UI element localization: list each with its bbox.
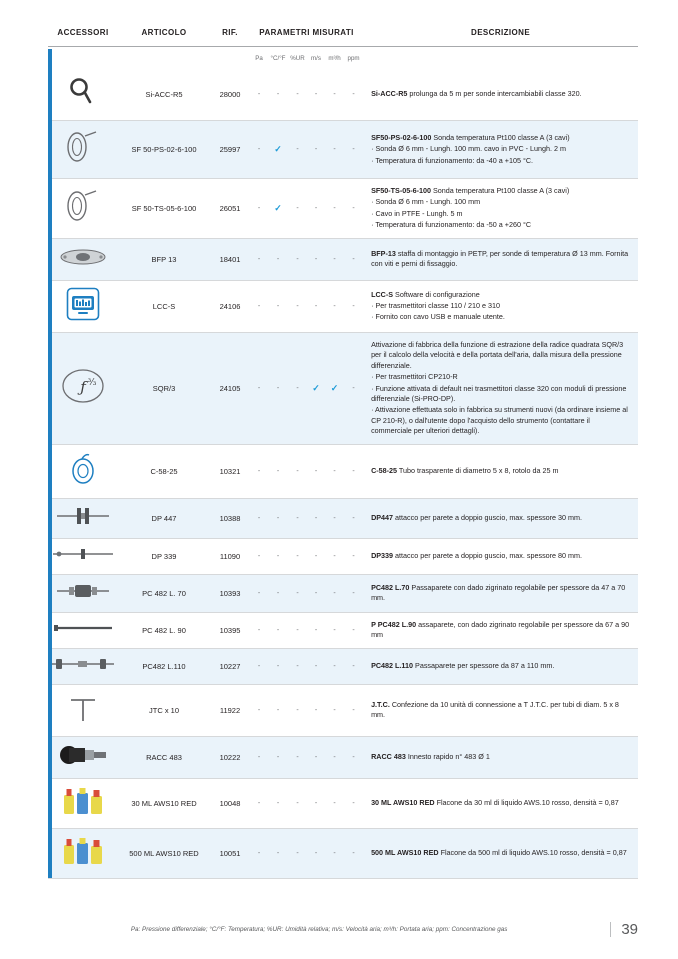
cell-parametro: - bbox=[268, 574, 288, 612]
cell-rif: 10321 bbox=[210, 444, 250, 498]
cell-parametro: - bbox=[344, 280, 363, 332]
cell-rif: 25997 bbox=[210, 121, 250, 179]
descrizione-bullet: · Per trasmettitori CP210-R bbox=[371, 372, 458, 382]
table-row bbox=[48, 121, 638, 179]
cell-parametro bbox=[325, 332, 344, 444]
cell-parametro: - bbox=[288, 280, 307, 332]
cell-parametro: - bbox=[268, 612, 288, 648]
accessory-icon-cell bbox=[48, 69, 118, 121]
cell-parametro: - bbox=[268, 538, 288, 574]
descrizione-text: Sonda temperatura Pt100 classe A (3 cavi) bbox=[431, 132, 570, 142]
cell-parametro: - bbox=[288, 736, 307, 778]
cell-parametro: - bbox=[288, 828, 307, 878]
table-header-row bbox=[48, 28, 638, 47]
cell-parametro: - bbox=[250, 121, 268, 179]
cell-parametro: - bbox=[344, 612, 363, 648]
cell-parametro: - bbox=[307, 778, 325, 828]
table-row bbox=[48, 612, 638, 648]
accessory-icon-cell bbox=[48, 238, 118, 280]
descrizione-bullet: · Sonda Ø 6 mm - Lungh. 100 mm bbox=[371, 197, 481, 207]
descrizione-title: RACC 483 bbox=[371, 751, 406, 761]
descrizione-title: SF50-PS-02-6-100 bbox=[371, 132, 432, 142]
header-parametri-misurati: PARAMETRI MISURATI bbox=[250, 28, 363, 47]
cell-parametro: - bbox=[344, 684, 363, 736]
descrizione-bullet: · Attivazione effettuata solo in fabbrica su strumenti nuovi (da ordinare insieme al CP 210-R), o dall'utente dopo l'acquisto dello strumento (contattare il commerciale per ulteriori dettagli). bbox=[371, 405, 628, 436]
cell-descrizione bbox=[363, 238, 638, 280]
cell-articolo: JTC x 10 bbox=[118, 684, 210, 736]
cell-articolo: DP 339 bbox=[118, 538, 210, 574]
table-row bbox=[48, 280, 638, 332]
cell-articolo: RACC 483 bbox=[118, 736, 210, 778]
bottles-500ml-icon bbox=[61, 835, 105, 867]
cell-parametro: - bbox=[344, 736, 363, 778]
cell-parametro: - bbox=[325, 69, 344, 121]
cell-parametro: - bbox=[250, 238, 268, 280]
table-row bbox=[48, 238, 638, 280]
cell-articolo: C-58-25 bbox=[118, 444, 210, 498]
accessory-icon-cell bbox=[48, 574, 118, 612]
descrizione-title: DP447 bbox=[371, 512, 394, 522]
header-descrizione: DESCRIZIONE bbox=[363, 28, 638, 47]
accessory-icon-cell bbox=[48, 121, 118, 179]
descrizione-text: staffa di montaggio in PETP, per sonde di temperatura Ø 13 mm. Fornita con viti e perni di fissaggio. bbox=[371, 248, 629, 269]
cell-parametro: - bbox=[344, 444, 363, 498]
descrizione-bullet: · Temperatura di funzionamento: da -50 a +260 °C bbox=[371, 220, 532, 230]
cell-rif: 28000 bbox=[210, 69, 250, 121]
table-row bbox=[48, 574, 638, 612]
cell-parametro: - bbox=[325, 498, 344, 538]
descrizione-title: BFP-13 bbox=[371, 248, 396, 258]
accessory-icon-cell bbox=[48, 179, 118, 239]
cell-parametro: - bbox=[250, 444, 268, 498]
cell-parametro: - bbox=[344, 498, 363, 538]
descrizione-text: Passaparete per spessore da 87 a 110 mm. bbox=[413, 660, 555, 670]
check-icon: ✓ bbox=[274, 144, 282, 154]
unit-air-speed: m/s bbox=[307, 47, 325, 70]
table-row bbox=[48, 648, 638, 684]
cell-parametro: - bbox=[288, 778, 307, 828]
descrizione-title: SF50-TS-05-6-100 bbox=[371, 186, 431, 195]
svg-text:ƒ: ƒ bbox=[80, 377, 86, 396]
unit-temperature: °C/°F bbox=[268, 47, 288, 70]
table-row bbox=[48, 332, 638, 444]
bushing-long-icon bbox=[50, 655, 116, 673]
wall-fitting-long-icon bbox=[51, 545, 115, 563]
cell-parametro bbox=[268, 121, 288, 179]
cell-parametro: - bbox=[268, 828, 288, 878]
cell-parametro: - bbox=[307, 69, 325, 121]
cell-parametro: - bbox=[307, 121, 325, 179]
cell-rif: 10051 bbox=[210, 828, 250, 878]
cell-parametro: - bbox=[325, 444, 344, 498]
cell-parametro: - bbox=[307, 538, 325, 574]
descrizione-title: DP339 bbox=[371, 550, 394, 560]
units-spacer-accessori bbox=[48, 47, 118, 70]
accessory-icon-cell bbox=[48, 444, 118, 498]
descrizione-bullet: · Temperatura di funzionamento: da -40 a +105 °C. bbox=[371, 155, 534, 165]
cell-parametro bbox=[307, 332, 325, 444]
cell-parametro: - bbox=[325, 736, 344, 778]
cell-articolo: Si-ACC-R5 bbox=[118, 69, 210, 121]
cell-rif: 10393 bbox=[210, 574, 250, 612]
table-row bbox=[48, 444, 638, 498]
cell-rif: 11922 bbox=[210, 684, 250, 736]
cell-articolo: DP 447 bbox=[118, 498, 210, 538]
table-body bbox=[48, 69, 638, 878]
wall-fitting-double-icon bbox=[55, 505, 111, 527]
unit-ppm: ppm bbox=[344, 47, 363, 70]
descrizione-text: Sonda temperatura Pt100 classe A (3 cavi) bbox=[430, 186, 570, 195]
cell-parametro: - bbox=[307, 238, 325, 280]
table-units-row bbox=[48, 47, 638, 70]
accessory-icon-cell bbox=[48, 538, 118, 574]
probe-hook-icon bbox=[66, 75, 100, 109]
accessory-icon-cell bbox=[48, 612, 118, 648]
cell-parametro: - bbox=[325, 280, 344, 332]
cell-articolo: SQR/3 bbox=[118, 332, 210, 444]
descrizione-text: assaparete, con dado zigrinato regolabile per spessore da 67 a 90 mm bbox=[371, 619, 630, 640]
software-cd-icon bbox=[66, 287, 100, 321]
cell-parametro: - bbox=[250, 778, 268, 828]
descrizione-text: attacco per parete a doppio guscio, max. spessore 80 mm. bbox=[393, 550, 583, 560]
cell-parametro: - bbox=[325, 179, 344, 239]
page-footer bbox=[48, 922, 638, 937]
coil-cable-icon bbox=[61, 127, 105, 167]
coil-cable-icon bbox=[61, 186, 105, 226]
cell-parametro: - bbox=[288, 574, 307, 612]
cell-rif: 24105 bbox=[210, 332, 250, 444]
cell-parametro: - bbox=[307, 574, 325, 612]
cell-rif: 10227 bbox=[210, 648, 250, 684]
cell-parametro: - bbox=[344, 778, 363, 828]
cell-rif: 10388 bbox=[210, 498, 250, 538]
check-icon: ✓ bbox=[274, 202, 282, 213]
cell-parametro: - bbox=[344, 69, 363, 121]
cell-articolo: SF 50-TS-05-6-100 bbox=[118, 179, 210, 239]
cell-descrizione bbox=[363, 612, 638, 648]
cell-descrizione bbox=[363, 736, 638, 778]
cell-descrizione bbox=[363, 332, 638, 444]
units-spacer-descrizione bbox=[363, 47, 638, 70]
bushing-medium-icon bbox=[52, 620, 114, 636]
cell-parametro: - bbox=[344, 238, 363, 280]
descrizione-title: PC482 L.110 bbox=[371, 660, 414, 670]
header-accessori: ACCESSORI bbox=[48, 28, 118, 47]
cell-parametro: - bbox=[268, 778, 288, 828]
unit-air-flow: m³/h bbox=[325, 47, 344, 70]
page-number: 39 bbox=[610, 922, 638, 937]
cell-parametro: - bbox=[325, 574, 344, 612]
descrizione-text: attacco per parete a doppio guscio, max. spessore 30 mm. bbox=[393, 512, 583, 522]
cell-parametro: - bbox=[307, 179, 325, 239]
table-row bbox=[48, 498, 638, 538]
cell-parametro: - bbox=[288, 179, 307, 239]
descrizione-title: 500 ML AWS10 RED bbox=[371, 847, 439, 857]
cell-parametro: - bbox=[250, 612, 268, 648]
cell-rif: 24106 bbox=[210, 280, 250, 332]
bottles-30ml-icon bbox=[61, 785, 105, 817]
cell-parametro: - bbox=[307, 280, 325, 332]
cell-parametro: - bbox=[344, 648, 363, 684]
table-row bbox=[48, 778, 638, 828]
cell-parametro: - bbox=[344, 332, 363, 444]
cell-parametro: - bbox=[250, 69, 268, 121]
cell-parametro: - bbox=[307, 828, 325, 878]
table-row bbox=[48, 736, 638, 778]
units-spacer-rif bbox=[210, 47, 250, 70]
descrizione-bullet: · Cavo in PTFE - Lungh. 5 m bbox=[371, 208, 463, 218]
cell-descrizione bbox=[363, 280, 638, 332]
sqrt-function-icon bbox=[61, 367, 105, 405]
cell-parametro: - bbox=[268, 648, 288, 684]
descrizione-text: prolunga da 5 m per sonde intercambiabili classe 320. bbox=[407, 89, 582, 99]
accessory-icon-cell bbox=[48, 736, 118, 778]
descrizione-text: Tubo trasparente di diametro 5 x 8, rotolo da 25 m bbox=[397, 465, 559, 475]
legend-text: Pa: Pressione differenziale; °C/°F: Temperatura; %UR: Umidità relativa; m/s: Velocità aria; m³/h: Portata aria; ppm: Concentrazione gas bbox=[130, 926, 508, 933]
cell-parametro: - bbox=[325, 538, 344, 574]
bracket-plate-icon bbox=[58, 245, 108, 269]
cell-parametro: - bbox=[307, 444, 325, 498]
cell-parametro: - bbox=[250, 179, 268, 239]
descrizione-bullet: · Sonda Ø 6 mm - Lungh. 100 mm. cavo in PVC - Lungh. 2 m bbox=[371, 144, 567, 154]
cell-parametro: - bbox=[344, 828, 363, 878]
descrizione-text: Passaparete con dado zigrinato regolabile per spessore da 47 a 70 mm. bbox=[371, 582, 626, 603]
cell-parametro: - bbox=[307, 684, 325, 736]
cell-articolo: PC 482 L. 90 bbox=[118, 612, 210, 648]
descrizione-text: Software di configurazione bbox=[393, 289, 480, 299]
cell-parametro: - bbox=[325, 612, 344, 648]
cell-parametro: - bbox=[268, 69, 288, 121]
t-connector-icon bbox=[66, 691, 100, 725]
accessory-icon-cell bbox=[48, 828, 118, 878]
cell-parametro: - bbox=[307, 612, 325, 648]
cell-parametro: - bbox=[325, 778, 344, 828]
header-articolo: ARTICOLO bbox=[118, 28, 210, 47]
svg-text:³⁄₃: ³⁄₃ bbox=[87, 377, 97, 388]
cell-descrizione bbox=[363, 648, 638, 684]
table-row bbox=[48, 538, 638, 574]
cell-parametro: - bbox=[250, 574, 268, 612]
descrizione-bullet: · Per trasmettitori classe 110 / 210 e 310 bbox=[371, 301, 500, 311]
cell-parametro: - bbox=[268, 332, 288, 444]
cell-articolo: 500 ML AWS10 RED bbox=[118, 828, 210, 878]
cell-parametro: - bbox=[268, 444, 288, 498]
cell-parametro: - bbox=[325, 684, 344, 736]
header-rif: RIF. bbox=[210, 28, 250, 47]
descrizione-title: 30 ML AWS10 RED bbox=[371, 797, 435, 807]
cell-parametro: - bbox=[344, 574, 363, 612]
cell-parametro: - bbox=[288, 238, 307, 280]
cell-parametro: - bbox=[250, 828, 268, 878]
cell-rif: 11090 bbox=[210, 538, 250, 574]
cell-rif: 10395 bbox=[210, 612, 250, 648]
cell-parametro: - bbox=[344, 179, 363, 239]
cell-parametro: - bbox=[288, 498, 307, 538]
cell-descrizione bbox=[363, 121, 638, 179]
descrizione-text: Attivazione di fabbrica della funzione di estrazione della radice quadrata SQR/3 per il calcolo della velocità e della portata dell'aria, dalla misura della pressione differenziale. bbox=[371, 339, 624, 370]
cell-parametro: - bbox=[288, 538, 307, 574]
cell-parametro: - bbox=[288, 121, 307, 179]
cell-articolo: BFP 13 bbox=[118, 238, 210, 280]
descrizione-title: PC482 L.70 bbox=[371, 582, 410, 592]
cell-articolo: PC 482 L. 70 bbox=[118, 574, 210, 612]
cell-parametro: - bbox=[250, 736, 268, 778]
descrizione-text: Flacone da 500 ml di liquido AWS.10 rosso, densità = 0,87 bbox=[438, 847, 627, 857]
descrizione-bullet: · Fornito con cavo USB e manuale utente. bbox=[371, 312, 505, 322]
left-blue-spine bbox=[48, 49, 52, 878]
cell-parametro: - bbox=[344, 121, 363, 179]
descrizione-title: Si-ACC-R5 bbox=[371, 89, 408, 99]
cell-parametro: - bbox=[288, 684, 307, 736]
cell-parametro: - bbox=[268, 238, 288, 280]
cell-parametro bbox=[268, 179, 288, 239]
accessory-icon-cell bbox=[48, 498, 118, 538]
cell-parametro: - bbox=[250, 332, 268, 444]
cell-parametro: - bbox=[288, 612, 307, 648]
accessory-icon-cell bbox=[48, 778, 118, 828]
table-row bbox=[48, 179, 638, 239]
cell-rif: 26051 bbox=[210, 179, 250, 239]
cell-parametro: - bbox=[325, 238, 344, 280]
cell-descrizione bbox=[363, 684, 638, 736]
cell-parametro: - bbox=[250, 538, 268, 574]
accessory-icon-cell bbox=[48, 684, 118, 736]
accessory-icon-cell bbox=[48, 648, 118, 684]
descrizione-title: C-58-25 bbox=[371, 465, 398, 475]
descrizione-bullet: · Funzione attivata di default nei trasmettitori classe 320 con moduli di pressione differenziale (Si-PRO-DP). bbox=[371, 383, 627, 403]
descrizione-text: Confezione da 10 unità di connessione a T J.T.C. per tubi di diam. 5 x 8 mm. bbox=[371, 699, 619, 720]
cell-parametro: - bbox=[288, 332, 307, 444]
cell-parametro: - bbox=[288, 648, 307, 684]
cell-descrizione bbox=[363, 444, 638, 498]
cell-parametro: - bbox=[307, 648, 325, 684]
table-row bbox=[48, 684, 638, 736]
table-row bbox=[48, 69, 638, 121]
bushing-short-icon bbox=[55, 581, 111, 601]
cell-parametro: - bbox=[268, 280, 288, 332]
cell-articolo: 30 ML AWS10 RED bbox=[118, 778, 210, 828]
cell-parametro: - bbox=[250, 684, 268, 736]
cell-parametro: - bbox=[325, 828, 344, 878]
cell-descrizione bbox=[363, 778, 638, 828]
check-icon: ✓ bbox=[312, 382, 320, 393]
cell-parametro: - bbox=[307, 498, 325, 538]
descrizione-title: LCC-S bbox=[371, 289, 394, 299]
cell-articolo: PC482 L.110 bbox=[118, 648, 210, 684]
cell-articolo: LCC-S bbox=[118, 280, 210, 332]
descrizione-text: Innesto rapido n° 483 Ø 1 bbox=[405, 751, 490, 761]
cell-rif: 10048 bbox=[210, 778, 250, 828]
tube-coil-icon bbox=[68, 451, 98, 487]
table-row bbox=[48, 828, 638, 878]
cell-parametro: - bbox=[344, 538, 363, 574]
cell-articolo: SF 50-PS-02-6-100 bbox=[118, 121, 210, 179]
cell-parametro: - bbox=[268, 498, 288, 538]
cell-parametro: - bbox=[250, 280, 268, 332]
units-spacer-articolo bbox=[118, 47, 210, 70]
cell-parametro: - bbox=[250, 648, 268, 684]
descrizione-title: J.T.C. bbox=[371, 699, 390, 709]
accessory-icon-cell bbox=[48, 280, 118, 332]
accessories-table bbox=[48, 28, 638, 879]
cell-parametro: - bbox=[268, 736, 288, 778]
cell-parametro: - bbox=[288, 69, 307, 121]
cell-parametro: - bbox=[325, 121, 344, 179]
cell-descrizione bbox=[363, 498, 638, 538]
cell-rif: 10222 bbox=[210, 736, 250, 778]
unit-humidity: %UR bbox=[288, 47, 307, 70]
unit-pa: Pa bbox=[250, 47, 268, 70]
cell-descrizione bbox=[363, 828, 638, 878]
descrizione-title: P PC482 L.90 bbox=[371, 619, 417, 629]
cell-descrizione bbox=[363, 69, 638, 121]
accessory-icon-cell bbox=[48, 332, 118, 444]
cell-descrizione bbox=[363, 179, 638, 239]
cell-parametro: - bbox=[250, 498, 268, 538]
descrizione-text: Flacone da 30 ml di liquido AWS.10 rosso, densità = 0,87 bbox=[434, 797, 619, 807]
cell-descrizione bbox=[363, 538, 638, 574]
check-icon: ✓ bbox=[330, 382, 339, 393]
cell-parametro: - bbox=[268, 684, 288, 736]
quick-coupling-icon bbox=[56, 743, 110, 767]
cell-parametro: - bbox=[288, 444, 307, 498]
cell-descrizione bbox=[363, 574, 638, 612]
cell-parametro: - bbox=[325, 648, 344, 684]
cell-parametro: - bbox=[307, 736, 325, 778]
cell-rif: 18401 bbox=[210, 238, 250, 280]
